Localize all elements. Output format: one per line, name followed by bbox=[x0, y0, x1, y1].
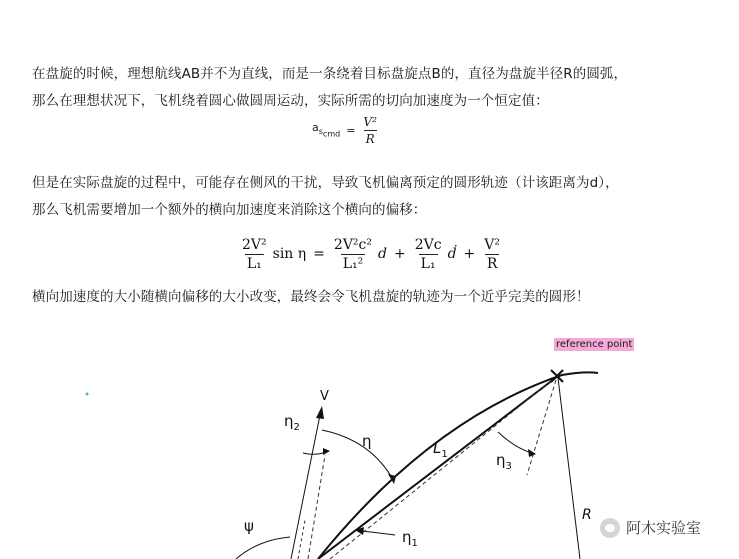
label-psi: ψ bbox=[244, 517, 254, 535]
l1-chord bbox=[318, 376, 558, 559]
watermark-text: 阿木实验室 bbox=[626, 519, 702, 537]
dashed-line-short bbox=[298, 520, 305, 559]
eq1-lhs: $a_{s_{cmd}}$ bbox=[312, 121, 341, 139]
eta2-arrowhead bbox=[323, 448, 330, 455]
label-eta2: $\eta_2$ bbox=[284, 412, 300, 433]
eq2-term2-tail: d bbox=[378, 246, 387, 262]
reference-point-label: reference point bbox=[556, 339, 633, 350]
stray-dot bbox=[86, 393, 89, 396]
p2-line2: 那么飞机需要增加一个额外的横向加速度来消除这个横向的偏移： bbox=[32, 202, 427, 218]
eq2-plus1: + bbox=[393, 246, 406, 262]
p2-line1: 但是在实际盘旋的过程中，可能存在侧风的干扰，导致飞机偏离预定的圆形轨迹（计该距离为d）， bbox=[32, 175, 619, 191]
eq1-fraction bbox=[361, 115, 378, 146]
watermark bbox=[600, 517, 701, 538]
paragraph-ideal-path bbox=[32, 61, 722, 115]
eq2-term3-frac: $\frac{2Vc}{\text{L₁}}$ bbox=[414, 236, 442, 272]
label-r: R bbox=[582, 507, 592, 523]
label-eta3: $\eta_3$ bbox=[496, 451, 512, 472]
velocity-vector bbox=[291, 415, 320, 559]
eq1-equals: = bbox=[346, 123, 356, 137]
eq2-term1-frac: $\frac{\text{2V²}}{\text{L₁}}$ bbox=[242, 236, 267, 272]
eq2-plus2: + bbox=[463, 246, 476, 262]
eq1-num: V² bbox=[363, 114, 377, 129]
p3-line1: 横向加速度的大小随横向偏移的大小改变，最终会令飞机盘旋的轨迹为一个近乎完美的圆形！ bbox=[32, 289, 590, 305]
eq1-den: R bbox=[365, 131, 375, 146]
eta3-arc bbox=[498, 432, 532, 453]
psi-arc bbox=[236, 537, 290, 559]
eta1-pointer bbox=[362, 531, 395, 535]
label-l1: $L_1$ bbox=[433, 439, 448, 460]
paragraph-crosswind bbox=[32, 170, 722, 224]
label-v: V bbox=[320, 389, 329, 404]
paragraph-conclusion bbox=[32, 284, 722, 311]
p1-line2: 那么在理想状况下，飞机绕着圆心做圆周运动，实际所需的切向加速度为一个恒定值： bbox=[32, 93, 549, 109]
eq2-term1-tail: sin η bbox=[272, 246, 307, 262]
equation-centripetal bbox=[312, 110, 379, 150]
eq2-term3-tail: ḋ bbox=[447, 246, 457, 262]
eq2-equals: = bbox=[313, 246, 325, 262]
label-eta: η bbox=[362, 432, 372, 450]
dashed-line-left bbox=[308, 455, 325, 559]
radius-line bbox=[558, 378, 580, 559]
eta-arc bbox=[322, 430, 392, 478]
eq2-term2-frac: $\frac{\text{2V²c²}}{\text{L₁²}}$ bbox=[333, 236, 372, 272]
velocity-arrowhead bbox=[316, 406, 324, 419]
wechat-icon bbox=[600, 518, 620, 538]
eq2-term4-frac: $\frac{\text{V²}}{R}$ bbox=[484, 236, 500, 272]
p1-line1: 在盘旋的时候，理想航线AB并不为直线，而是一条绕着目标盘旋点B的，直径为盘旋半径R的圆弧， bbox=[32, 66, 628, 82]
label-eta1: $\eta_1$ bbox=[402, 528, 418, 549]
equation-lateral bbox=[240, 232, 502, 276]
dashed-line-right bbox=[527, 380, 556, 475]
eta2-arc bbox=[303, 452, 326, 454]
